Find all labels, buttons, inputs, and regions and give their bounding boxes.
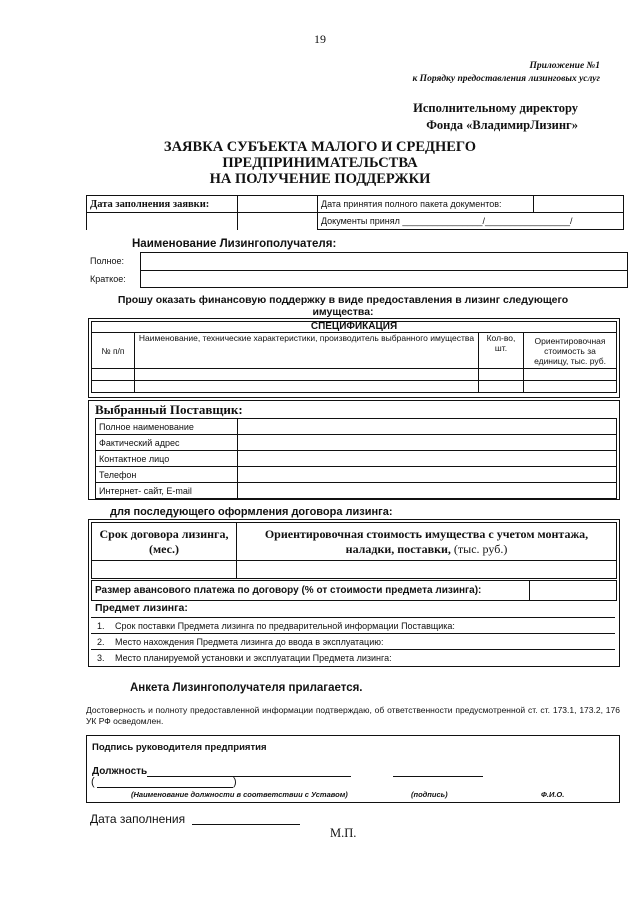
supplier-website-field[interactable]	[238, 483, 617, 499]
position-caption: (Наименование должности в соответствии с Уставом)	[131, 790, 348, 799]
title-line-3: НА ПОЛУЧЕНИЕ ПОДДЕРЖКИ	[209, 171, 431, 187]
fill-date-bottom-line[interactable]	[192, 824, 300, 825]
spec-col-qty: Кол-во, шт.	[479, 333, 524, 369]
supplier-row-label: Фактический адрес	[96, 435, 238, 451]
subject-heading: Предмет лизинга:	[91, 602, 615, 618]
lessee-full-label: Полное:	[90, 256, 125, 266]
appendix-line-1: Приложение №1	[529, 61, 600, 71]
signature-heading: Подпись руководителя предприятия	[92, 742, 267, 753]
advance-table	[91, 580, 617, 601]
supplier-row-label: Телефон	[96, 467, 238, 483]
contract-cost-label	[237, 523, 617, 561]
subject-item-text: Место нахождения Предмета лизинга до ввода в эксплуатацию:	[115, 636, 384, 647]
addressee-line-1: Исполнительному директору	[413, 101, 578, 115]
subject-item[interactable]	[91, 618, 615, 634]
supplier-address-field[interactable]	[238, 435, 617, 451]
title-line-1: ЗАЯВКА СУБЪЕКТА МАЛОГО И СРЕДНЕГО	[163, 139, 477, 155]
spec-col-name: Наименование, технические характеристики, производитель выбранного имущества	[135, 333, 479, 369]
specification-table	[91, 321, 617, 393]
supplier-row-label: Полное наименование	[96, 419, 238, 435]
name-caption: Ф.И.О.	[541, 790, 565, 799]
appendix-line-2: к Порядку предоставления лизинговых услуг	[412, 74, 600, 84]
supplier-table	[95, 418, 617, 499]
spec-row-qty[interactable]	[479, 369, 524, 381]
contract-cost-field[interactable]	[237, 561, 617, 579]
title-line-2: ПРЕДПРИНИМАТЕЛЬСТВА	[222, 155, 418, 171]
contract-term-label: Срок договора лизинга, (мес.)	[92, 523, 237, 561]
specification-title: СПЕЦИФИКАЦИЯ	[92, 322, 617, 333]
bracket-close: )	[233, 776, 237, 788]
lessee-full-field[interactable]	[140, 252, 628, 271]
fill-date-label: Дата заполнения заявки:	[87, 196, 238, 213]
bracket-open: (	[91, 776, 95, 788]
subject-item-number: 2.	[97, 636, 105, 647]
specification-frame	[88, 318, 620, 398]
fill-date-field[interactable]	[237, 196, 317, 213]
supplier-frame	[88, 400, 620, 500]
lessee-short-label: Краткое:	[90, 274, 126, 284]
request-text	[108, 294, 578, 318]
spec-row-price[interactable]	[524, 381, 617, 393]
position-line[interactable]	[147, 776, 351, 777]
form-title	[100, 139, 540, 187]
supplier-full-name-field[interactable]	[238, 419, 617, 435]
supplier-heading: Выбранный Поставщик:	[95, 402, 243, 417]
confirmation-text: Достоверность и полноту предоставленной информации подтверждаю, об ответственности предусмотренной ст. ст. 173.1, 173.2, 176 УК РФ осведомлен.	[86, 705, 620, 726]
spec-row-price[interactable]	[524, 369, 617, 381]
subject-item[interactable]	[91, 634, 615, 650]
spec-row-qty[interactable]	[479, 381, 524, 393]
signature-block	[86, 735, 620, 803]
lessee-heading: Наименование Лизингополучателя:	[132, 238, 337, 250]
contract-term-field[interactable]	[92, 561, 237, 579]
page-number: 19	[314, 32, 326, 46]
spec-row-name[interactable]	[135, 369, 479, 381]
supplier-phone-field[interactable]	[238, 467, 617, 483]
contract-cost-label-text: Ориентировочная стоимость имущества с учетом монтажа, наладки, поставки,	[264, 526, 589, 556]
signature-line[interactable]	[393, 776, 483, 777]
attachment-note: Анкета Лизингополучателя прилагается.	[130, 682, 363, 694]
accept-date-field[interactable]	[533, 196, 623, 213]
contract-table	[91, 522, 617, 579]
addressee-line-2: Фонда «ВладимирЛизинг»	[426, 118, 578, 132]
spec-row-num[interactable]	[92, 369, 135, 381]
signature-caption: (подпись)	[411, 790, 448, 799]
contract-cost-unit: (тыс. руб.)	[453, 541, 508, 556]
contract-frame	[88, 519, 620, 667]
subject-item[interactable]	[91, 650, 615, 665]
advance-label: Размер авансового платежа по договору (% от стоимости предмета лизинга):	[92, 581, 530, 601]
fill-date-bottom-label: Дата заполнения	[90, 812, 186, 826]
spec-col-num: № п/п	[92, 333, 135, 369]
subject-item-text: Место планируемой установки и эксплуатации Предмета лизинга:	[115, 652, 392, 663]
docs-accepted-field[interactable]: Документы принял ________________/_________________/	[317, 213, 623, 230]
spec-row-name[interactable]	[135, 381, 479, 393]
subject-item-number: 3.	[97, 652, 105, 663]
header-date-box	[86, 195, 624, 230]
supplier-row-label: Интернет- сайт, E-mail	[96, 483, 238, 499]
subject-item-number: 1.	[97, 620, 105, 631]
supplier-row-label: Контактное лицо	[96, 451, 238, 467]
request-line-1: Прошу оказать финансовую поддержку в виде предоставления в лизинг следующего	[117, 294, 569, 306]
accept-date-label: Дата принятия полного пакета документов:	[317, 196, 533, 213]
seal-label: М.П.	[330, 826, 357, 840]
spec-col-price: Ориентировочная стоимость за единицу, тыс. руб.	[524, 333, 617, 369]
addressee	[413, 100, 578, 134]
subject-section	[91, 602, 615, 665]
position-line-2[interactable]	[97, 787, 233, 788]
appendix-reference	[412, 60, 600, 86]
contract-heading: для последующего оформления договора лизинга:	[110, 506, 393, 518]
lessee-short-field[interactable]	[140, 270, 628, 288]
subject-item-text: Срок поставки Предмета лизинга по предварительной информации Поставщика:	[115, 620, 455, 631]
supplier-contact-field[interactable]	[238, 451, 617, 467]
advance-field[interactable]	[530, 581, 617, 601]
spec-row-num[interactable]	[92, 381, 135, 393]
position-label: Должность	[92, 766, 148, 777]
request-line-2: имущества:	[312, 306, 374, 318]
